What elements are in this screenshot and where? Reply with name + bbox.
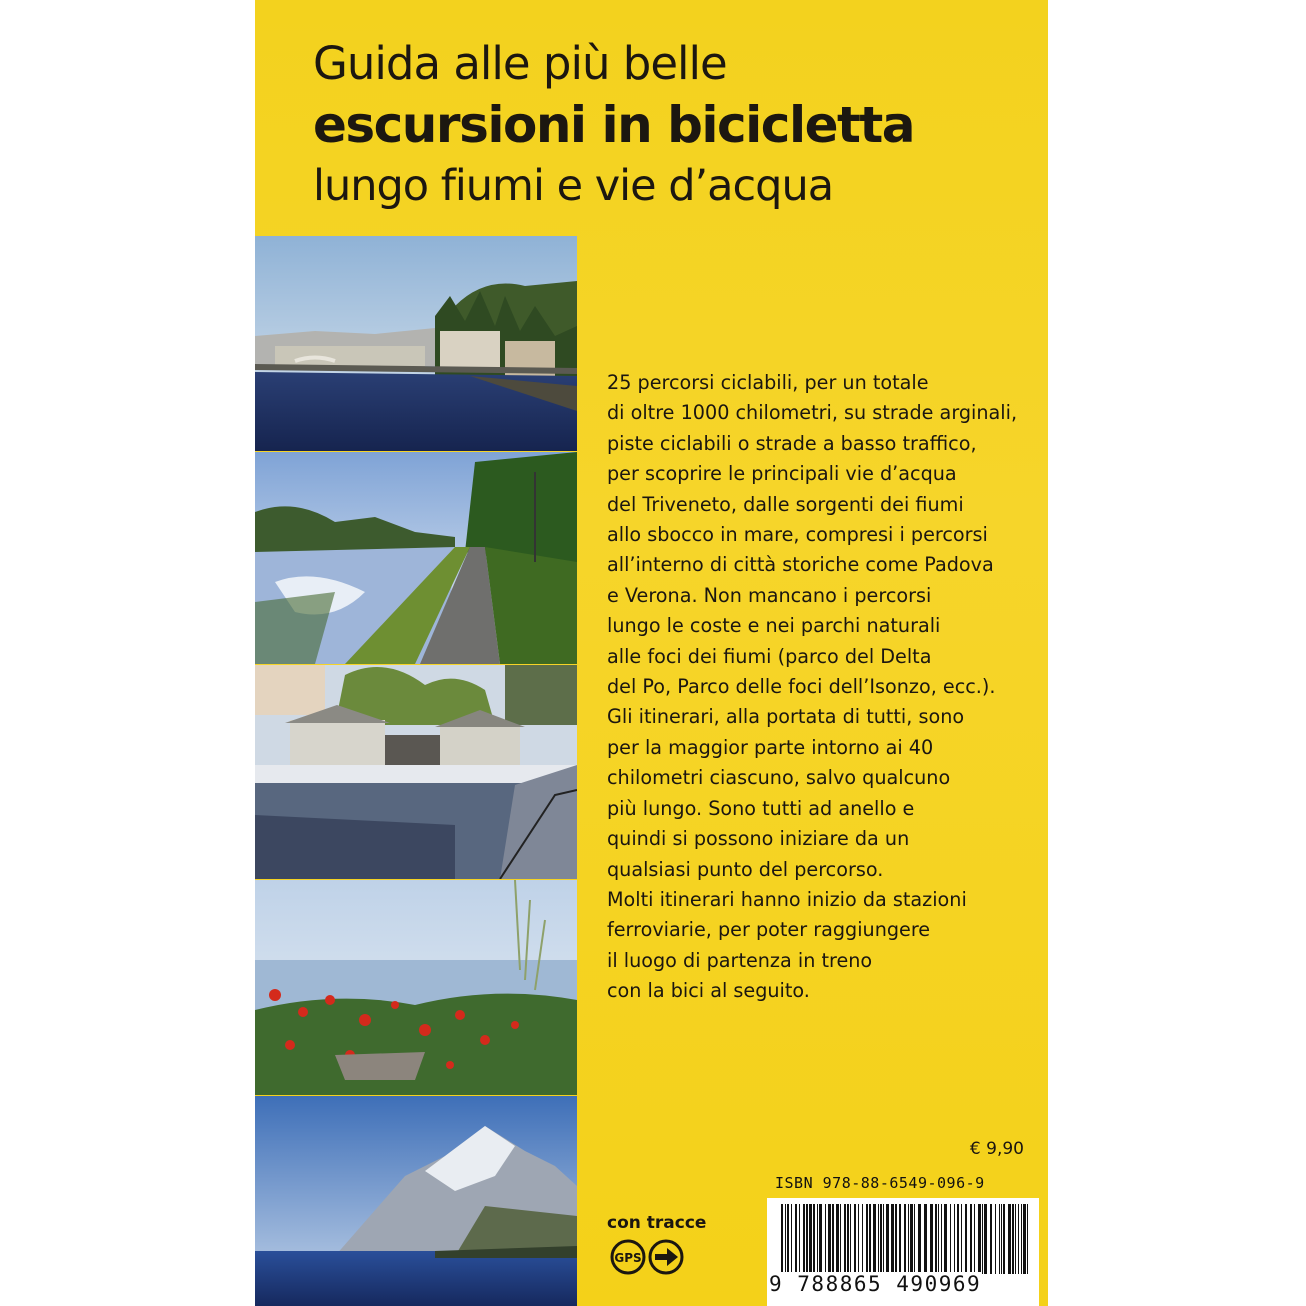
- barcode-bar: [880, 1204, 882, 1274]
- title-line-1: Guida alle più belle: [313, 37, 727, 90]
- barcode-digits: 9 788865 490969: [769, 1272, 982, 1296]
- barcode-bar: [825, 1204, 826, 1274]
- barcode-bar: [869, 1204, 871, 1274]
- description-line: per scoprire le principali vie d’acqua: [607, 462, 957, 486]
- barcode-bar: [866, 1204, 868, 1274]
- description-line: con la bici al seguito.: [607, 979, 810, 1003]
- description-line: all’interno di città storiche come Padova: [607, 553, 994, 577]
- description-line: il luogo di partenza in treno: [607, 948, 873, 972]
- barcode-bar: [961, 1204, 962, 1274]
- gps-arrow-icon: [610, 1238, 692, 1281]
- description-text: [607, 368, 1027, 1007]
- barcode-bar: [938, 1204, 939, 1274]
- barcode-bar: [791, 1204, 792, 1274]
- description-line: chilometri ciascuno, salvo qualcuno: [607, 766, 951, 790]
- barcode-bar: [1008, 1204, 1011, 1274]
- cover-title: [313, 34, 1033, 216]
- barcode-bar: [850, 1204, 851, 1274]
- photo-column: [255, 236, 577, 1306]
- barcode-bar: [914, 1204, 915, 1274]
- river-city-photo: [255, 236, 577, 451]
- barcode-bar: [799, 1204, 800, 1274]
- barcode-bar: [1023, 1204, 1026, 1274]
- barcode-bar: [908, 1204, 909, 1274]
- barcode-bar: [950, 1204, 951, 1274]
- barcode-bar: [787, 1204, 789, 1274]
- description-line: Molti itinerari hanno inizio da stazioni: [607, 887, 967, 911]
- barcode-bar: [999, 1204, 1000, 1274]
- mountain-lake-photo: [255, 1096, 577, 1306]
- description-line: quindi si possono iniziare da un: [607, 827, 910, 851]
- barcode-bar: [862, 1204, 863, 1274]
- barcode-bar: [899, 1204, 901, 1274]
- gps-badge-text: GPS: [614, 1251, 642, 1265]
- barcode-bar: [803, 1204, 805, 1274]
- barcode-bar: [1018, 1204, 1019, 1274]
- barcode-bars: [767, 1198, 1039, 1278]
- barcode-bar: [990, 1204, 992, 1274]
- title-line-3: lungo fiumi e vie d’acqua: [313, 161, 834, 211]
- barcode-bar: [978, 1204, 981, 1274]
- book-back-cover: [255, 0, 1048, 1306]
- barcode-bar: [1027, 1204, 1028, 1274]
- barcode-bar: [941, 1204, 942, 1274]
- barcode-bar: [847, 1204, 849, 1274]
- price-label: € 9,90: [969, 1139, 1024, 1159]
- description-line: lungo le coste e nei parchi naturali: [607, 614, 941, 638]
- barcode-bar: [895, 1204, 897, 1274]
- description-line: Gli itinerari, alla portata di tutti, sono: [607, 705, 965, 729]
- description-line: ferroviarie, per poter raggiungere: [607, 918, 931, 942]
- description-line: e Verona. Non mancano i percorsi: [607, 583, 932, 607]
- barcode-bar: [781, 1204, 783, 1274]
- barcode-bar: [904, 1204, 906, 1274]
- barcode-bar: [873, 1204, 876, 1274]
- barcode-bar: [1015, 1204, 1016, 1274]
- barcode-bar: [886, 1204, 889, 1274]
- barcode-bar: [795, 1204, 797, 1274]
- barcode-bar: [984, 1204, 987, 1274]
- barcode-bar: [957, 1204, 959, 1274]
- barcode-bar: [1021, 1204, 1022, 1274]
- barcode-bar: [944, 1204, 947, 1274]
- description-line: allo sbocco in mare, compresi i percorsi: [607, 523, 988, 547]
- description-line: del Po, Parco delle foci dell’Isonzo, ecc.).: [607, 675, 996, 699]
- barcode-bar: [970, 1204, 972, 1274]
- barcode-bar: [974, 1204, 975, 1274]
- barcode-bar: [817, 1204, 818, 1274]
- barcode-bar: [995, 1204, 996, 1274]
- barcode-bar: [954, 1204, 955, 1274]
- title-line-2: escursioni in bicicletta: [313, 96, 915, 154]
- barcode-bar: [982, 1204, 983, 1274]
- water-mill-photo: [255, 665, 577, 879]
- barcode-bar: [918, 1204, 921, 1274]
- description-line: qualsiasi punto del percorso.: [607, 857, 884, 881]
- poppies-lagoon-photo: [255, 880, 577, 1095]
- barcode-bar: [854, 1204, 856, 1274]
- description-line: piste ciclabili o strade a basso traffico,: [607, 431, 977, 455]
- barcode-bar: [785, 1204, 786, 1274]
- description-line: di oltre 1000 chilometri, su strade arginali,: [607, 401, 1018, 425]
- barcode-bar: [836, 1204, 839, 1274]
- description-line: più lungo. Sono tutti ad anello e: [607, 796, 915, 820]
- barcode-bar: [883, 1204, 884, 1274]
- barcode-bar: [910, 1204, 913, 1274]
- barcode-bar: [844, 1204, 846, 1274]
- description-line: alle foci dei fiumi (parco del Delta: [607, 644, 932, 668]
- barcode-bar: [858, 1204, 859, 1274]
- gps-tracks-label: con tracce: [607, 1213, 707, 1233]
- barcode-bar: [965, 1204, 967, 1274]
- canal-bike-path-photo: [255, 452, 577, 664]
- barcode-bar: [813, 1204, 815, 1274]
- barcode-bar: [828, 1204, 831, 1274]
- barcode-bar: [891, 1204, 894, 1274]
- barcode-bar: [806, 1204, 808, 1274]
- description-line: del Triveneto, dalle sorgenti dei fiumi: [607, 492, 964, 516]
- description-line: 25 percorsi ciclabili, per un totale: [607, 371, 929, 394]
- barcode-bar: [819, 1204, 822, 1274]
- barcode-bar: [1001, 1204, 1002, 1274]
- barcode-bar: [935, 1204, 937, 1274]
- barcode-bar: [1003, 1204, 1005, 1274]
- barcode-bar: [924, 1204, 927, 1274]
- barcode-bar: [809, 1204, 812, 1274]
- barcode-bar: [832, 1204, 834, 1274]
- barcode-bar: [840, 1204, 841, 1274]
- barcode-bar: [930, 1204, 933, 1274]
- barcode-bar: [1012, 1204, 1014, 1274]
- barcode-bar: [878, 1204, 879, 1274]
- isbn-text: ISBN 978-88-6549-096-9: [775, 1174, 985, 1192]
- description-line: per la maggior parte intorno ai 40: [607, 735, 934, 759]
